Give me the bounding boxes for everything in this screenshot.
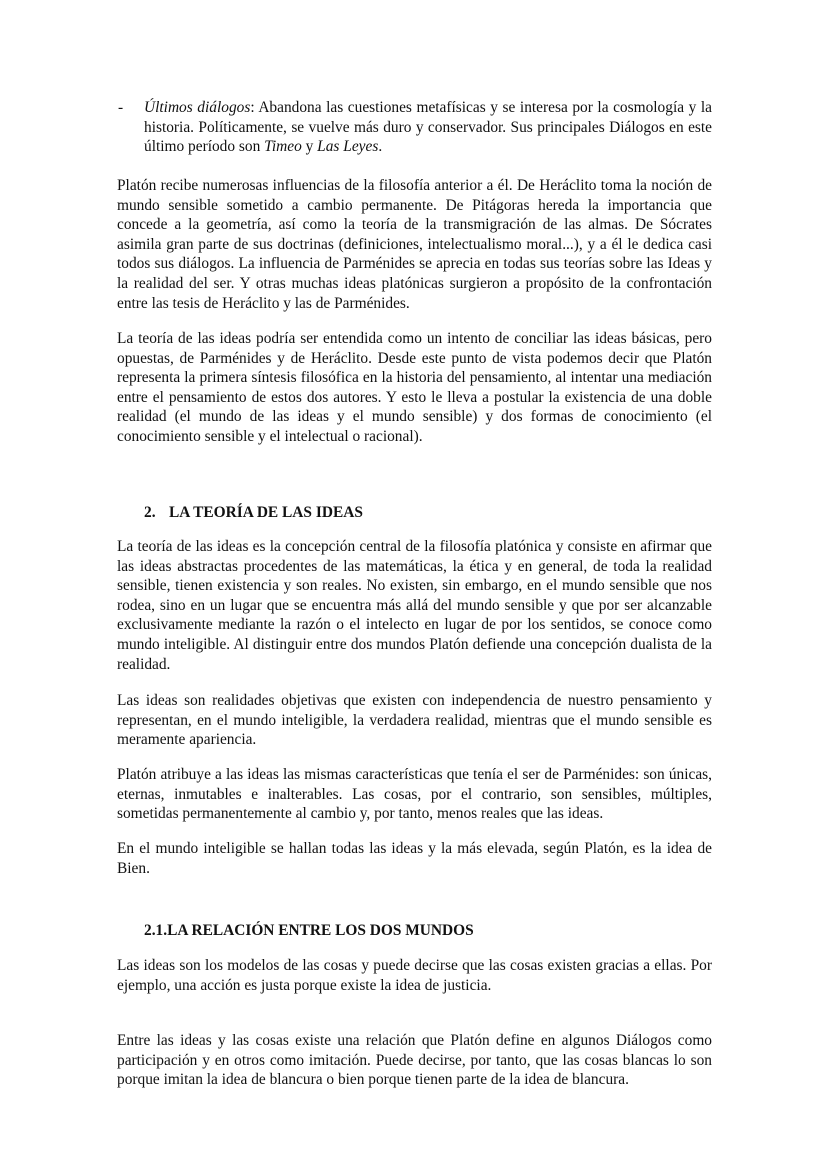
bullet-last-dialogues [118,98,712,157]
paragraph-section21-2: Entre las ideas y las cosas existe una relación que Platón define en algunos Diálogos como participación y en otros como imitación. Puede decirse, por tanto, que las cosas blancas lo son porque imitan la idea de blancura o bien porque tienen parte de la idea de blancura. [117,1032,712,1089]
bullet-text: : Abandona las cuestiones metafísicas y se interesa por la cosmología y la historia. Políticamente, se vuelve más duro y conservador. Sus principales Diálogos en este último período son [144,99,712,156]
work-timeo: Timeo [264,138,302,156]
paragraph-section2-4: En el mundo inteligible se hallan todas las ideas y la más elevada, según Platón, es la idea de Bien. [117,840,712,877]
section-title: LA TEORÍA DE LAS IDEAS [169,504,363,521]
paragraph-influences: Platón recibe numerosas influencias de la filosofía anterior a él. De Heráclito toma la noción de mundo sensible sometido a cambio permanente. De Pitágoras hereda la importancia que concede a la geometría, así como la teoría de la transmigración de las almas. De Sócrates asimila gran parte de sus doctrinas (definiciones, intelectualismo moral...), y a él le dedica casi todos sus diálogos. La influencia de Parménides se aprecia en todas sus teorías sobre las Ideas y la realidad del ser. Y otras muchas ideas platónicas surgieron a propósito de la confrontación entre las tesis de Heráclito y las de Parménides. [117,177,712,312]
paragraph-section21-1: Las ideas son los modelos de las cosas y puede decirse que las cosas existen gracias a ellas. Por ejemplo, una acción es justa porque existe la idea de justicia. [117,957,712,994]
section-heading-2-1: 2.1.LA RELACIÓN ENTRE LOS DOS MUNDOS [144,922,474,939]
bullet-connector: y [301,138,318,156]
bullet-title: Últimos diálogos [144,99,251,116]
bullet-end: . [378,138,383,156]
paragraph-section2-1: La teoría de las ideas es la concepción central de la filosofía platónica y consiste en afirmar que las ideas abstractas procedentes de las matemáticas, la ética y en general, de toda la realidad sensible, tienen existencia y son reales. No existen, sin embargo, en el mundo sensible que nos rodea, sino en un lugar que se encuentra más allá del mundo sensible y que por ser alcanzable exclusivamente mediante la razón o el intelecto en lugar de por los sentidos, se conoce como mundo inteligible. Al distinguir entre dos mundos Platón defiende una concepción dualista de la realidad. [117,538,712,673]
work-las-leyes: Las Leyes [317,138,379,156]
paragraph-ideas-theory-intro: La teoría de las ideas podría ser entendida como un intento de conciliar las ideas básicas, pero opuestas, de Parménides y de Heráclito. Desde este punto de vista podemos decir que Platón representa la primera síntesis filosófica en la historia del pensamiento, al intentar una mediación entre el pensamiento de estos dos autores. Y esto le lleva a postular la existencia de una doble realidad (el mundo de las ideas y el mundo sensible) y dos formas de conocimiento (el conocimiento sensible y el intelectual o racional). [117,330,712,445]
paragraph-section2-2: Las ideas son realidades objetivas que existen con independencia de nuestro pensamiento y representan, en el mundo inteligible, la verdadera realidad, mientras que el mundo sensible es meramente apariencia. [117,692,712,749]
section-number: 2. [144,504,156,521]
paragraph-section2-3: Platón atribuye a las ideas las mismas características que tenía el ser de Parménides: son únicas, eternas, inmutables e inalterables. Las cosas, por el contrario, son sensibles, múltiples, sometidas permanentemente al cambio y, por tanto, menos reales que las ideas. [117,766,712,823]
bullet-dash: - [118,99,124,116]
section-heading-2 [144,503,363,523]
